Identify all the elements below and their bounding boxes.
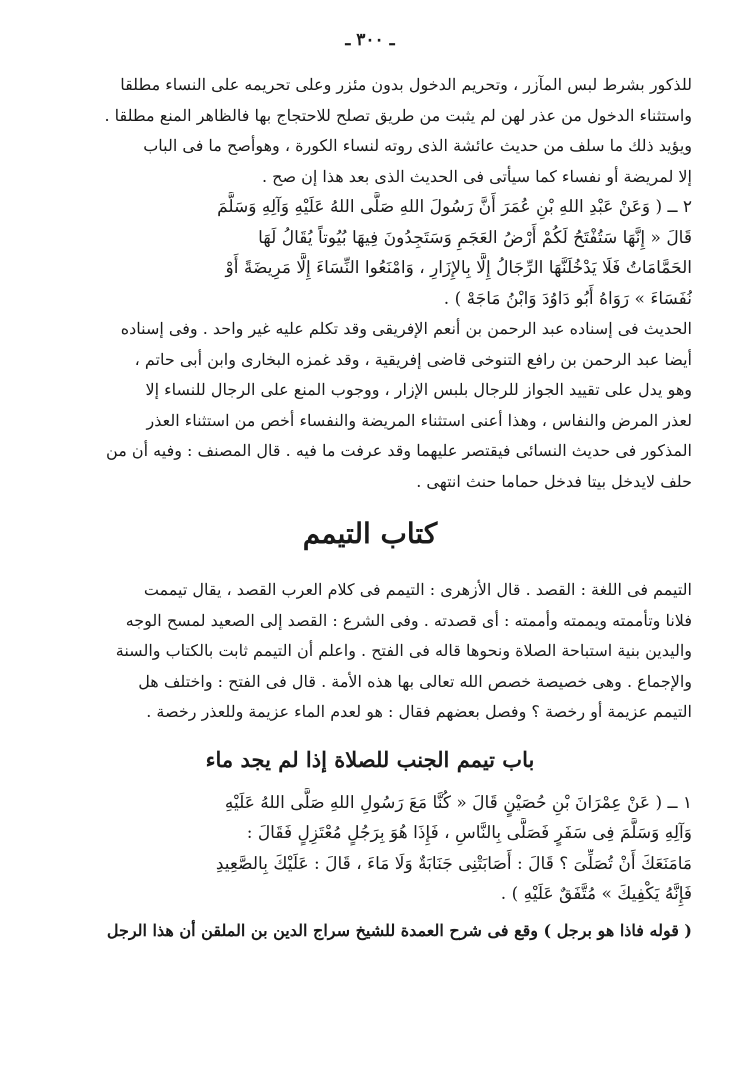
- chapter-title: باب تيمم الجنب للصلاة إذا لم يجد ماء: [205, 746, 535, 772]
- text-line: المذكور فى حديث النسائى فيقتصر عليهما وقد عرفت ما فيه . قال المصنف : وفيه أن من: [106, 441, 692, 460]
- text-line: التيمم عزيمة أو رخصة ؟ وفصل بعضهم فقال : هو لعدم الماء عزيمة وللعذر رخصة .: [146, 702, 692, 721]
- text-line: للذكور بشرط لبس المآزر ، وتحريم الدخول بدون مئزر وعلى تحريمه على النساء مطلقا: [120, 75, 692, 94]
- hadith-2-ibn-umar: [48, 192, 692, 314]
- text-line: ويؤيد ذلك ما سلف من حديث عائشة الذى روته لنساء الكورة ، وهوأصح ما فى الباب: [143, 136, 692, 155]
- text-line: واستثناء الدخول من عذر لهن لم يثبت من طريق تصلح للاحتجاج بها فالظاهر المنع مطلقا .: [104, 105, 692, 125]
- hadith-line: الحَمَّامَاتُ فَلَا يَدْخُلَنَّهَا الرِّجَالُ إِلَّا بِالإِزَارِ ، وَامْنَعُوا النِّسَاءَ إِلَّا مَرِيضَةً أَوْ: [225, 258, 692, 278]
- text-line: واليدين بنية استباحة الصلاة ونحوها قاله فى الفتح . واعلم أن التيمم ثابت بالكتاب والسنة: [115, 641, 692, 660]
- paragraph-tayammum-definition: [48, 575, 692, 728]
- text-line: وهو يدل على تقييد الجواز للرجال بلبس الإزار ، ووجوب المنع على الرجال للنساء إلا: [145, 380, 692, 399]
- paragraph-hammam-ruling: [48, 70, 692, 192]
- text-line: حلف لايدخل بيتا فدخل حماما حنث انتهى .: [416, 471, 692, 491]
- hadith-line: ١ ــ ( عَنْ عِمْرَانَ بْنِ حُصَيْنٍ قَالَ « كُنَّا مَعَ رَسُولِ اللهِ صَلَّى اللهُ عَلَيْهِ: [224, 792, 692, 813]
- text-line: فلانا وتأممته ويممته وأممته : أى قصدته . وفى الشرع : القصد إلى الصعيد لمسح الوجه: [125, 610, 692, 630]
- hadith-line: ٢ ــ ( وَعَنْ عَبْدِ اللهِ بْنِ عُمَرَ أَنَّ رَسُولَ اللهِ صَلَّى اللهُ عَلَيْهِ وَآلِهِ وَسَلَّمَ: [217, 197, 692, 217]
- hadith-line: قَالَ « إِنَّهَا سَتُفْتَحُ لَكُمْ أَرْضُ العَجَمِ وَسَتَجِدُونَ فِيهَا بُيُوتاً يُقَالُ لَهَا: [258, 227, 692, 248]
- hadith-line: فَإِنَّهُ يَكْفِيكَ » مُتَّفَقٌ عَلَيْهِ ) .: [500, 884, 692, 904]
- text-line: التيمم فى اللغة : القصد . قال الأزهرى : التيمم فى كلام العرب القصد ، يقال تيممت: [143, 580, 692, 599]
- paragraph-hadith-commentary: [48, 314, 692, 497]
- text-line: الحديث فى إسناده عبد الرحمن بن أنعم الإفريقى وقد تكلم عليه غير واحد . وفى إسناده: [120, 319, 692, 338]
- page-number: ـ ٣٠٠ ـ: [345, 30, 395, 50]
- book-title: كتاب التيمم: [302, 517, 438, 550]
- hadith-line: مَامَنَعَكَ أَنْ تُصَلِّىَ ؟ قَالَ : أَصَابَتْنِى جَنَابَةٌ وَلَا مَاءَ ، قَالَ : عَلَيْكَ بِالصَّعِيدِ: [215, 853, 692, 874]
- text-line: لعذر المرض والنفاس ، وهذا أعنى استثناء المريضة والنفساء أخص من استثناء العذر: [146, 410, 692, 430]
- commentary-start: ( قوله فاذا هو برجل ) وقع فى شرح العمدة للشيخ سراج الدين بن الملقن أن هذا الرجل: [106, 920, 692, 940]
- text-line: والإجماع . وهى خصيصة خصص الله تعالى بها هذه الأمة . قال فى الفتح : واختلف هل: [138, 671, 692, 691]
- text-line: إلا لمريضة أو نفساء كما سيأتى فى الحديث الذى بعد هذا إن صح .: [261, 166, 692, 186]
- hadith-line: نُفَسَاءَ » رَوَاهُ أَبُو دَاوُدَ وَابْنُ مَاجَهْ ) .: [443, 288, 692, 309]
- hadith-1-imran: [48, 788, 692, 910]
- text-line: أيضا عبد الرحمن بن رافع التنوخى قاضى إفريقية ، وقد غمزه البخارى وابن أبى حاتم ،: [134, 349, 692, 369]
- hadith-line: وَآلِهِ وَسَلَّمَ فِى سَفَرٍ فَصَلَّى بِالنَّاسِ ، فَإِذَا هُوَ بِرَجُلٍ مُعْتَزِلٍ فَقَالَ :: [246, 823, 692, 843]
